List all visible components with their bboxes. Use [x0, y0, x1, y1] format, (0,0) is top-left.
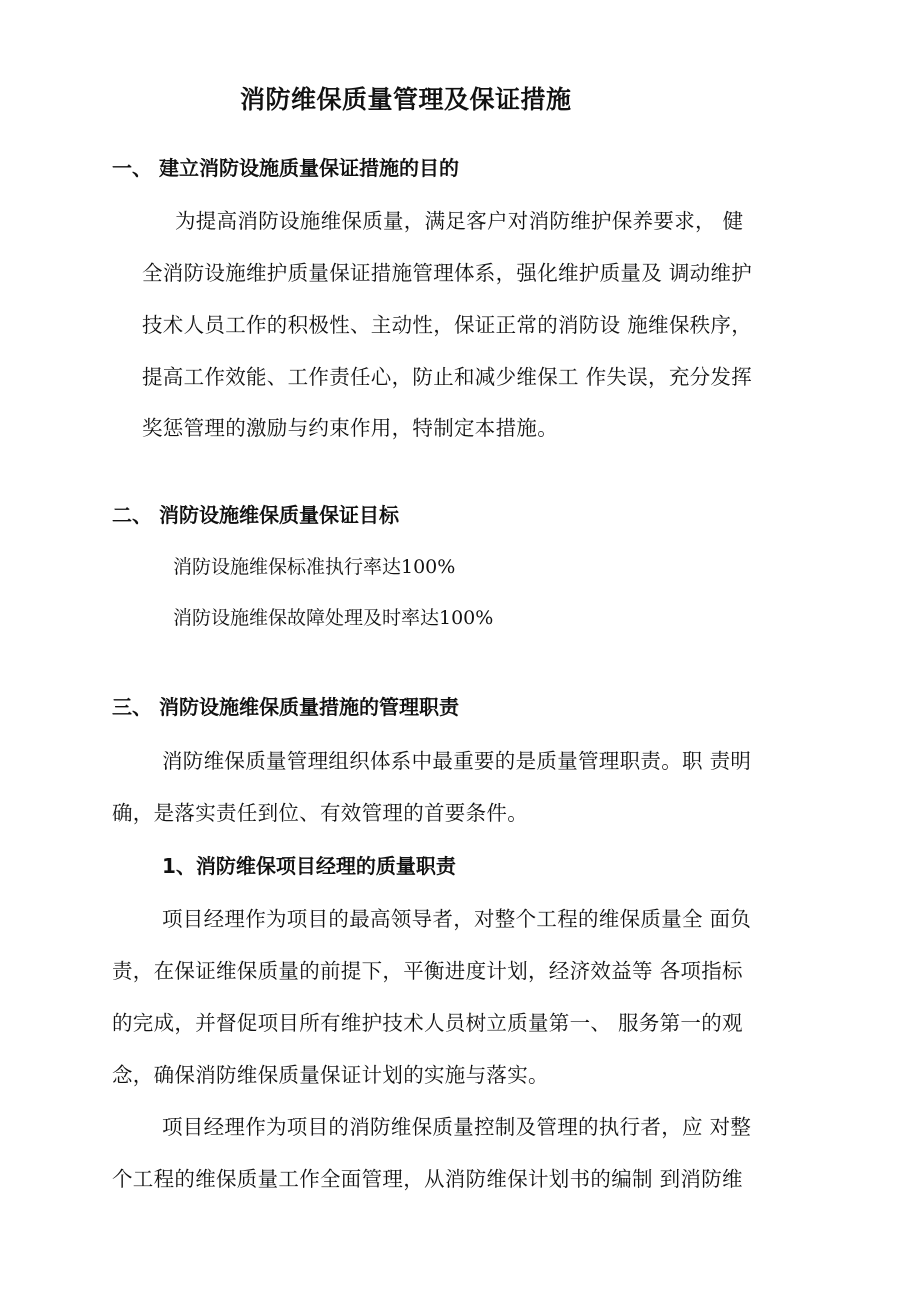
paragraph-1-line-3: 的完成，并督促项目所有维护技术人员树立质量第一、 服务第一的观: [112, 1011, 743, 1035]
section-1-heading: 一、 建立消防设施质量保证措施的目的: [112, 156, 459, 180]
section-3-heading: 三、 消防设施维保质量措施的管理职责: [112, 695, 459, 719]
subsection-1-heading: 1、消防维保项目经理的质量职责: [162, 854, 456, 878]
paragraph-2-line-2: 个工程的维保质量工作全面管理，从消防维保计划书的编制 到消防维: [112, 1167, 743, 1191]
section-3-intro-line-1: 消防维保质量管理组织体系中最重要的是质量管理职责。职 责明: [162, 749, 752, 773]
paragraph-1-line-1: 项目经理作为项目的最高领导者，对整个工程的维保质量全 面负: [162, 907, 752, 931]
paragraph-2-line-1: 项目经理作为项目的消防维保质量控制及管理的执行者，应 对整: [162, 1115, 752, 1139]
section-1-line-4: 提高工作效能、工作责任心，防止和减少维保工 作失误，充分发挥: [142, 365, 753, 389]
section-1-line-5: 奖惩管理的激励与约束作用，特制定本措施。: [142, 416, 558, 440]
paragraph-1-line-2: 责，在保证维保质量的前提下，平衡进度计划，经济效益等 各项指标: [112, 959, 743, 983]
section-2-heading: 二、 消防设施维保质量保证目标: [112, 503, 399, 527]
goal-item: 消防设施维保标准执行率达100%: [173, 556, 456, 578]
document-title: 消防维保质量管理及保证措施: [240, 85, 572, 114]
section-1-line-2: 全消防设施维护质量保证措施管理体系，强化维护质量及 调动维护: [142, 261, 753, 285]
section-1-line-3: 技术人员工作的积极性、主动性，保证正常的消防设 施维保秩序，: [142, 313, 753, 337]
paragraph-1-line-4: 念，确保消防维保质量保证计划的实施与落实。: [112, 1063, 549, 1087]
section-3-intro-line-2: 确，是落实责任到位、有效管理的首要条件。: [112, 801, 528, 825]
section-1-line-1: 为提高消防设施维保质量，满足客户对消防维护保养要求， 健: [175, 209, 744, 233]
goal-item: 消防设施维保故障处理及时率达100%: [173, 607, 494, 629]
